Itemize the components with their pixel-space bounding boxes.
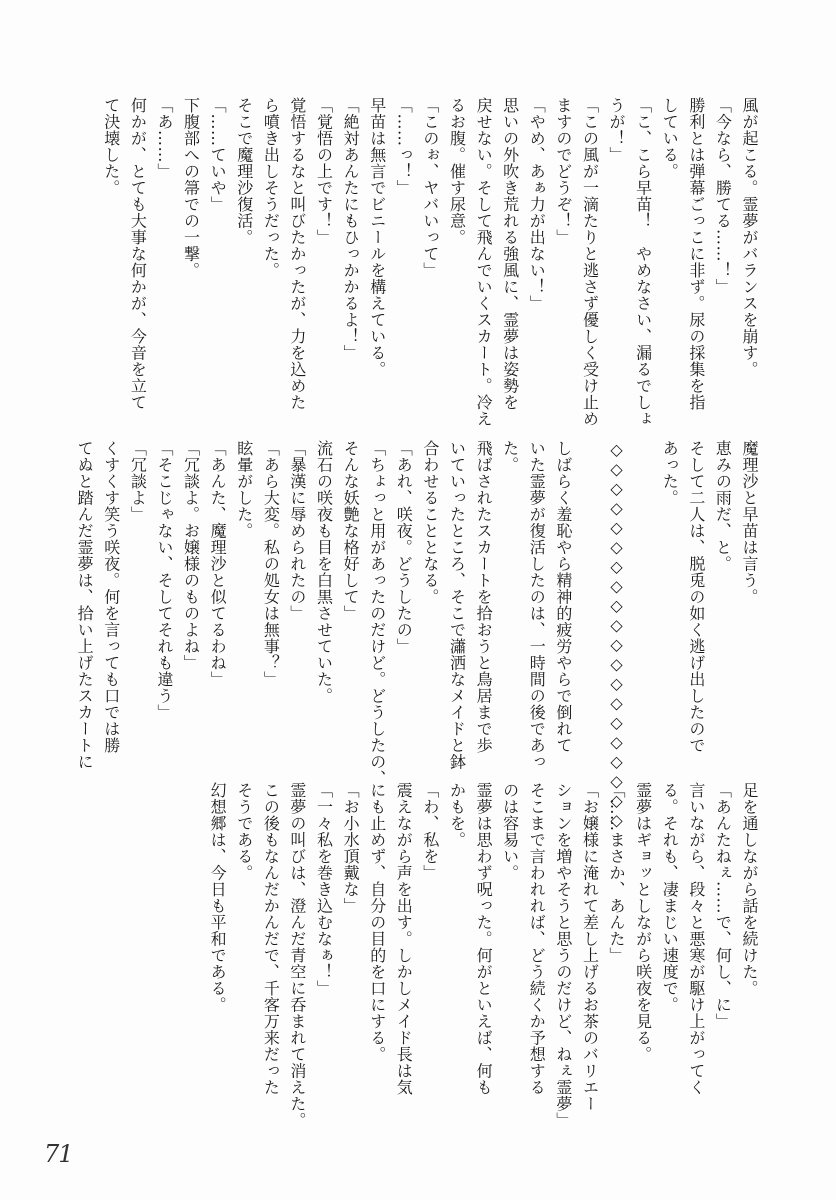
- text-line: 霊夢はギョッとしながら咲夜を見る。: [633, 782, 653, 1063]
- text-line: している。: [660, 97, 680, 180]
- text-line: 「……まさか、あんた」: [607, 782, 627, 964]
- text-line: そんな妖艶な格好して」: [341, 440, 361, 622]
- text-line: 「このぉ、ヤバいって」: [420, 97, 440, 279]
- text-line: [629, 440, 656, 770]
- text-line: 戻せない。そして飛んでいくスカート。冷え: [474, 97, 494, 427]
- text-line: 「ちょっと用があったのだけど。どうしたの、: [367, 440, 387, 787]
- text-line: 覚悟するなと叫びたかったが、力を込めた: [287, 97, 307, 411]
- text-line: 下腹部への箒での一撃。: [181, 97, 201, 279]
- text-line: [576, 440, 603, 770]
- text-line: 合わせることとなる。: [420, 440, 440, 605]
- text-line: 勝利とは弾幕ごっこに非ず。尿の採集を指: [686, 97, 706, 411]
- text-line: 「あら大変。私の処女は無事？」: [261, 440, 281, 688]
- text-line: 流石の咲夜も目を白黒させていた。: [314, 440, 334, 704]
- text-line: 風が起こる。霊夢がバランスを崩す。: [740, 97, 759, 378]
- text-line: しばらく羞恥やら精神的疲労やらで倒れて: [553, 440, 573, 754]
- text-line: 「あれ、咲夜。どうしたの」: [394, 440, 414, 655]
- page-number: 71: [44, 1140, 73, 1168]
- text-line: て決壊した。: [101, 97, 121, 196]
- text-line: くすくす笑う咲夜。何を言っても口では勝: [101, 440, 121, 754]
- text-line: いていったところ、そこで瀟洒なメイドと鉢: [447, 440, 467, 770]
- text-line: この後もなんだかんだで、千客万来だった: [261, 782, 281, 1096]
- text-line: 何かが、とても大事な何かが、今音を立て: [128, 97, 148, 411]
- text-line: ションを増やそうと思うのだけど、ねぇ霊夢」: [553, 782, 573, 1129]
- text-line: 早苗は無言でビニールを構えている。: [367, 97, 387, 378]
- text-line: 「やめ、あぁ力が出ない！」: [527, 97, 547, 312]
- text-line: ら噴き出しそうだった。: [261, 97, 281, 279]
- text-line: 眩暈がした。: [234, 440, 254, 539]
- text-line: 「わ、私を」: [420, 782, 440, 881]
- text-line: 言いながら、段々と悪寒が駆け上がってく: [686, 782, 706, 1096]
- text-line: いた霊夢が復活したのは、一時間の後であっ: [527, 440, 547, 770]
- text-line: かもを。: [447, 782, 467, 848]
- text-line: る。それも、凄まじい速度で。: [660, 782, 680, 1013]
- text-line: 「絶対あんたにもひっかかるよ！」: [341, 97, 361, 361]
- text-line: 「……ていや」: [208, 97, 228, 213]
- text-line: 「お小水頂戴な」: [341, 782, 361, 914]
- text-line: 「冗談よ。お嬢様のものよね」: [181, 440, 201, 671]
- text-line: 「この風が一滴たりと逃さず優しく受け止め: [580, 97, 600, 427]
- text-line: 「冗談よ」: [128, 440, 148, 523]
- text-line: 霊夢の叫びは、澄んだ青空に呑まれて消えた。: [287, 782, 307, 1129]
- text-line: 「あ……」: [154, 97, 174, 180]
- text-line: そこまで言われれば、どう続くか予想する: [527, 782, 547, 1096]
- text-line: にも止めず、自分の目的を口にする。: [367, 782, 387, 1063]
- text-line: 「覚悟の上です！」: [314, 97, 334, 246]
- text-line: そうである。: [234, 782, 254, 881]
- text-line: 「一々私を巻き込むなぁ！」: [314, 782, 334, 997]
- text-line: ◇◇◇◇◇◇◇◇◇◇◇◇◇◇◇◇◇◇◇◇: [607, 440, 627, 830]
- text-line: そして二人は、脱兎の如く逃げ出したので: [686, 440, 706, 754]
- text-tier-bottom: [204, 782, 762, 1129]
- text-line: 「そこじゃない、そしてそれも違う」: [154, 440, 174, 721]
- text-line: 「あんた、魔理沙と似てるわね」: [208, 440, 228, 688]
- text-line: 「今なら、勝てる……！」: [713, 97, 733, 295]
- text-line: 霊夢は思わず呪った。何がといえば、何も: [474, 782, 494, 1096]
- text-line: 「暴漢に辱められたの」: [287, 440, 307, 622]
- text-line: うが！」: [607, 97, 627, 163]
- text-line: た。: [500, 440, 520, 473]
- text-line: そこで魔理沙復活。: [234, 97, 254, 246]
- text-line: ますのでどうぞ！」: [553, 97, 573, 246]
- text-line: のは容易い。: [500, 782, 520, 881]
- text-tier-top: [97, 97, 762, 427]
- text-line: るお腹。催す尿意。: [447, 97, 467, 246]
- text-line: あった。: [660, 440, 680, 506]
- text-line: 「……っ！」: [394, 97, 414, 196]
- text-line: 「こ、こら早苗！ やめなさい、漏るでしょ: [633, 97, 653, 427]
- text-line: 幻想郷は、今日も平和である。: [208, 782, 228, 1013]
- text-line: 震えながら声を出す。しかしメイド長は気: [394, 782, 414, 1096]
- text-line: てぬと踏んだ霊夢は、拾い上げたスカートに: [75, 440, 95, 770]
- text-line: 足を通しながら話を続けた。: [740, 782, 759, 997]
- text-line: 恵みの雨だ、と。: [713, 440, 733, 572]
- text-line: 「あんたねぇ……で、何し、に」: [713, 782, 733, 1030]
- text-line: 思いの外吹き荒れる強風に、霊夢は姿勢を: [500, 97, 520, 411]
- text-line: 「お嬢様に淹れて差し上げるお茶のバリエー: [580, 782, 600, 1112]
- text-line: 魔理沙と早苗は言う。: [740, 440, 759, 605]
- text-line: 飛ばされたスカートを拾おうと鳥居まで歩: [474, 440, 494, 754]
